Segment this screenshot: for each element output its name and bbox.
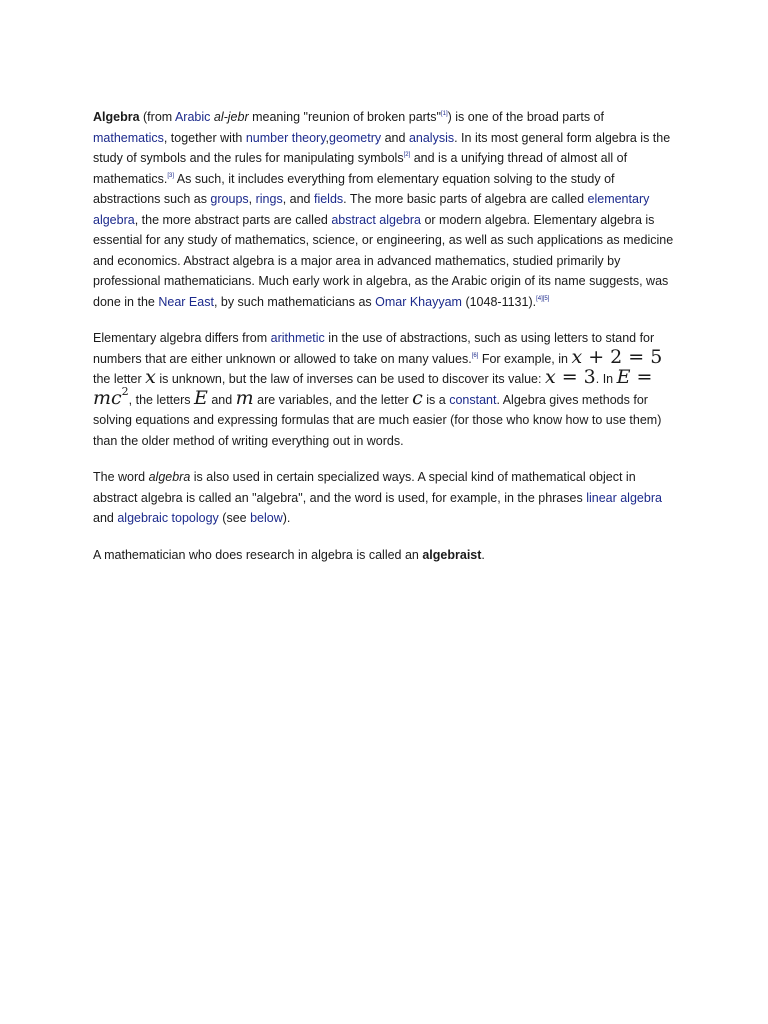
link-number-theory[interactable]: number theory xyxy=(245,130,326,145)
citation-6[interactable]: [6] xyxy=(471,352,479,359)
citation-2[interactable]: [2] xyxy=(403,152,411,158)
term-al-jebr: al-jebr xyxy=(213,110,249,124)
paragraph-intro: Algebra (from Arabic al-jebr meaning "reunion of broken parts"[1]) is one of the broad parts of mathematics, together with number theory,geometry and analysis. In its most general form algebra is the study of symbols and the rules for manipulating symbols[2] and is a unifying thread of almost all of mathematics.[3] As such, it includes everything from elementary equation solving to the study of abstractions such as groups, rings, and fields. The more basic parts of algebra are called elementary algebra, the more abstract parts are called abstract algebra or modern algebra. Elementary algebra is essential for any study of mathematics, science, or engineering, as well as such applications as medicine and economics. Abstract algebra is a major area in advanced mathematics, studied primarily by professional mathematicians. Much early work in algebra, as the Arabic origin of its name suggests, was done in the Near East, by such mathematicians as Omar Khayyam (1048-1131).[4][5] xyxy=(93,110,674,309)
link-rings[interactable]: rings xyxy=(255,192,283,206)
link-arithmetic[interactable]: arithmetic xyxy=(270,331,325,345)
term-algebraist: algebraist xyxy=(422,547,482,562)
paragraph-elementary: Elementary algebra differs from arithmetic in the use of abstractions, such as using letters to stand for numbers that are either unknown or allowed to take on many values.[6] For example, in x + 2 = 5 the letter x is unknown, but the law of inverses can be used to discover its value: x = 3. In $E = mc^2$, the letters E and m are variables, and the letter c is a constant. Algebra gives methods for solving equations and expressing formulas that are much easier (for those who know how to use them) than the older method of writing everything out in words. xyxy=(93,331,663,448)
math-equation-x-plus-2: x + 2 = 5 xyxy=(571,345,663,368)
link-fields[interactable]: fields xyxy=(313,192,344,206)
citation-4-5[interactable]: [4][5] xyxy=(536,295,550,302)
term-algebra: Algebra xyxy=(93,110,140,124)
citation-3[interactable]: [3] xyxy=(167,172,175,179)
link-geometry[interactable]: geometry xyxy=(329,130,382,145)
math-var-m: m xyxy=(235,386,254,409)
link-groups[interactable]: groups xyxy=(210,192,249,206)
math-equation-emc2: $E = mc^2$ xyxy=(93,366,653,409)
link-constant[interactable]: constant xyxy=(449,392,497,407)
article-body xyxy=(93,107,681,581)
link-mathematics[interactable]: mathematics xyxy=(93,130,164,145)
paragraph-algebraist: A mathematician who does research in algebra is called an algebraist. xyxy=(93,547,485,562)
link-omar-khayyam[interactable]: Omar Khayyam xyxy=(375,294,462,309)
link-linear-algebra[interactable]: linear algebra xyxy=(586,490,662,505)
link-algebraic-topology[interactable]: algebraic topology xyxy=(117,511,219,525)
math-equation-x-equals-3: x = 3 xyxy=(544,366,596,388)
link-analysis[interactable]: analysis xyxy=(408,130,455,145)
math-var-c: c xyxy=(412,386,423,409)
math-var-x: x xyxy=(145,366,156,388)
math-var-e: E xyxy=(193,386,208,409)
link-abstract-algebra[interactable]: abstract algebra xyxy=(331,212,421,227)
paragraph-word-algebra: The word algebra is also used in certain specialized ways. A special kind of mathematical object in abstract algebra is called an "algebra", and the word is used, for example, in the phrases linear algebra and algebraic topology (see below). xyxy=(93,470,662,525)
link-below[interactable]: below xyxy=(250,511,283,525)
link-elementary-algebra[interactable]: elementary algebra xyxy=(93,192,650,227)
link-near-east[interactable]: Near East xyxy=(158,294,214,309)
term-algebra-italic: algebra xyxy=(148,470,191,484)
link-arabic[interactable]: Arabic xyxy=(174,110,211,124)
citation-1[interactable]: [1] xyxy=(440,111,448,117)
